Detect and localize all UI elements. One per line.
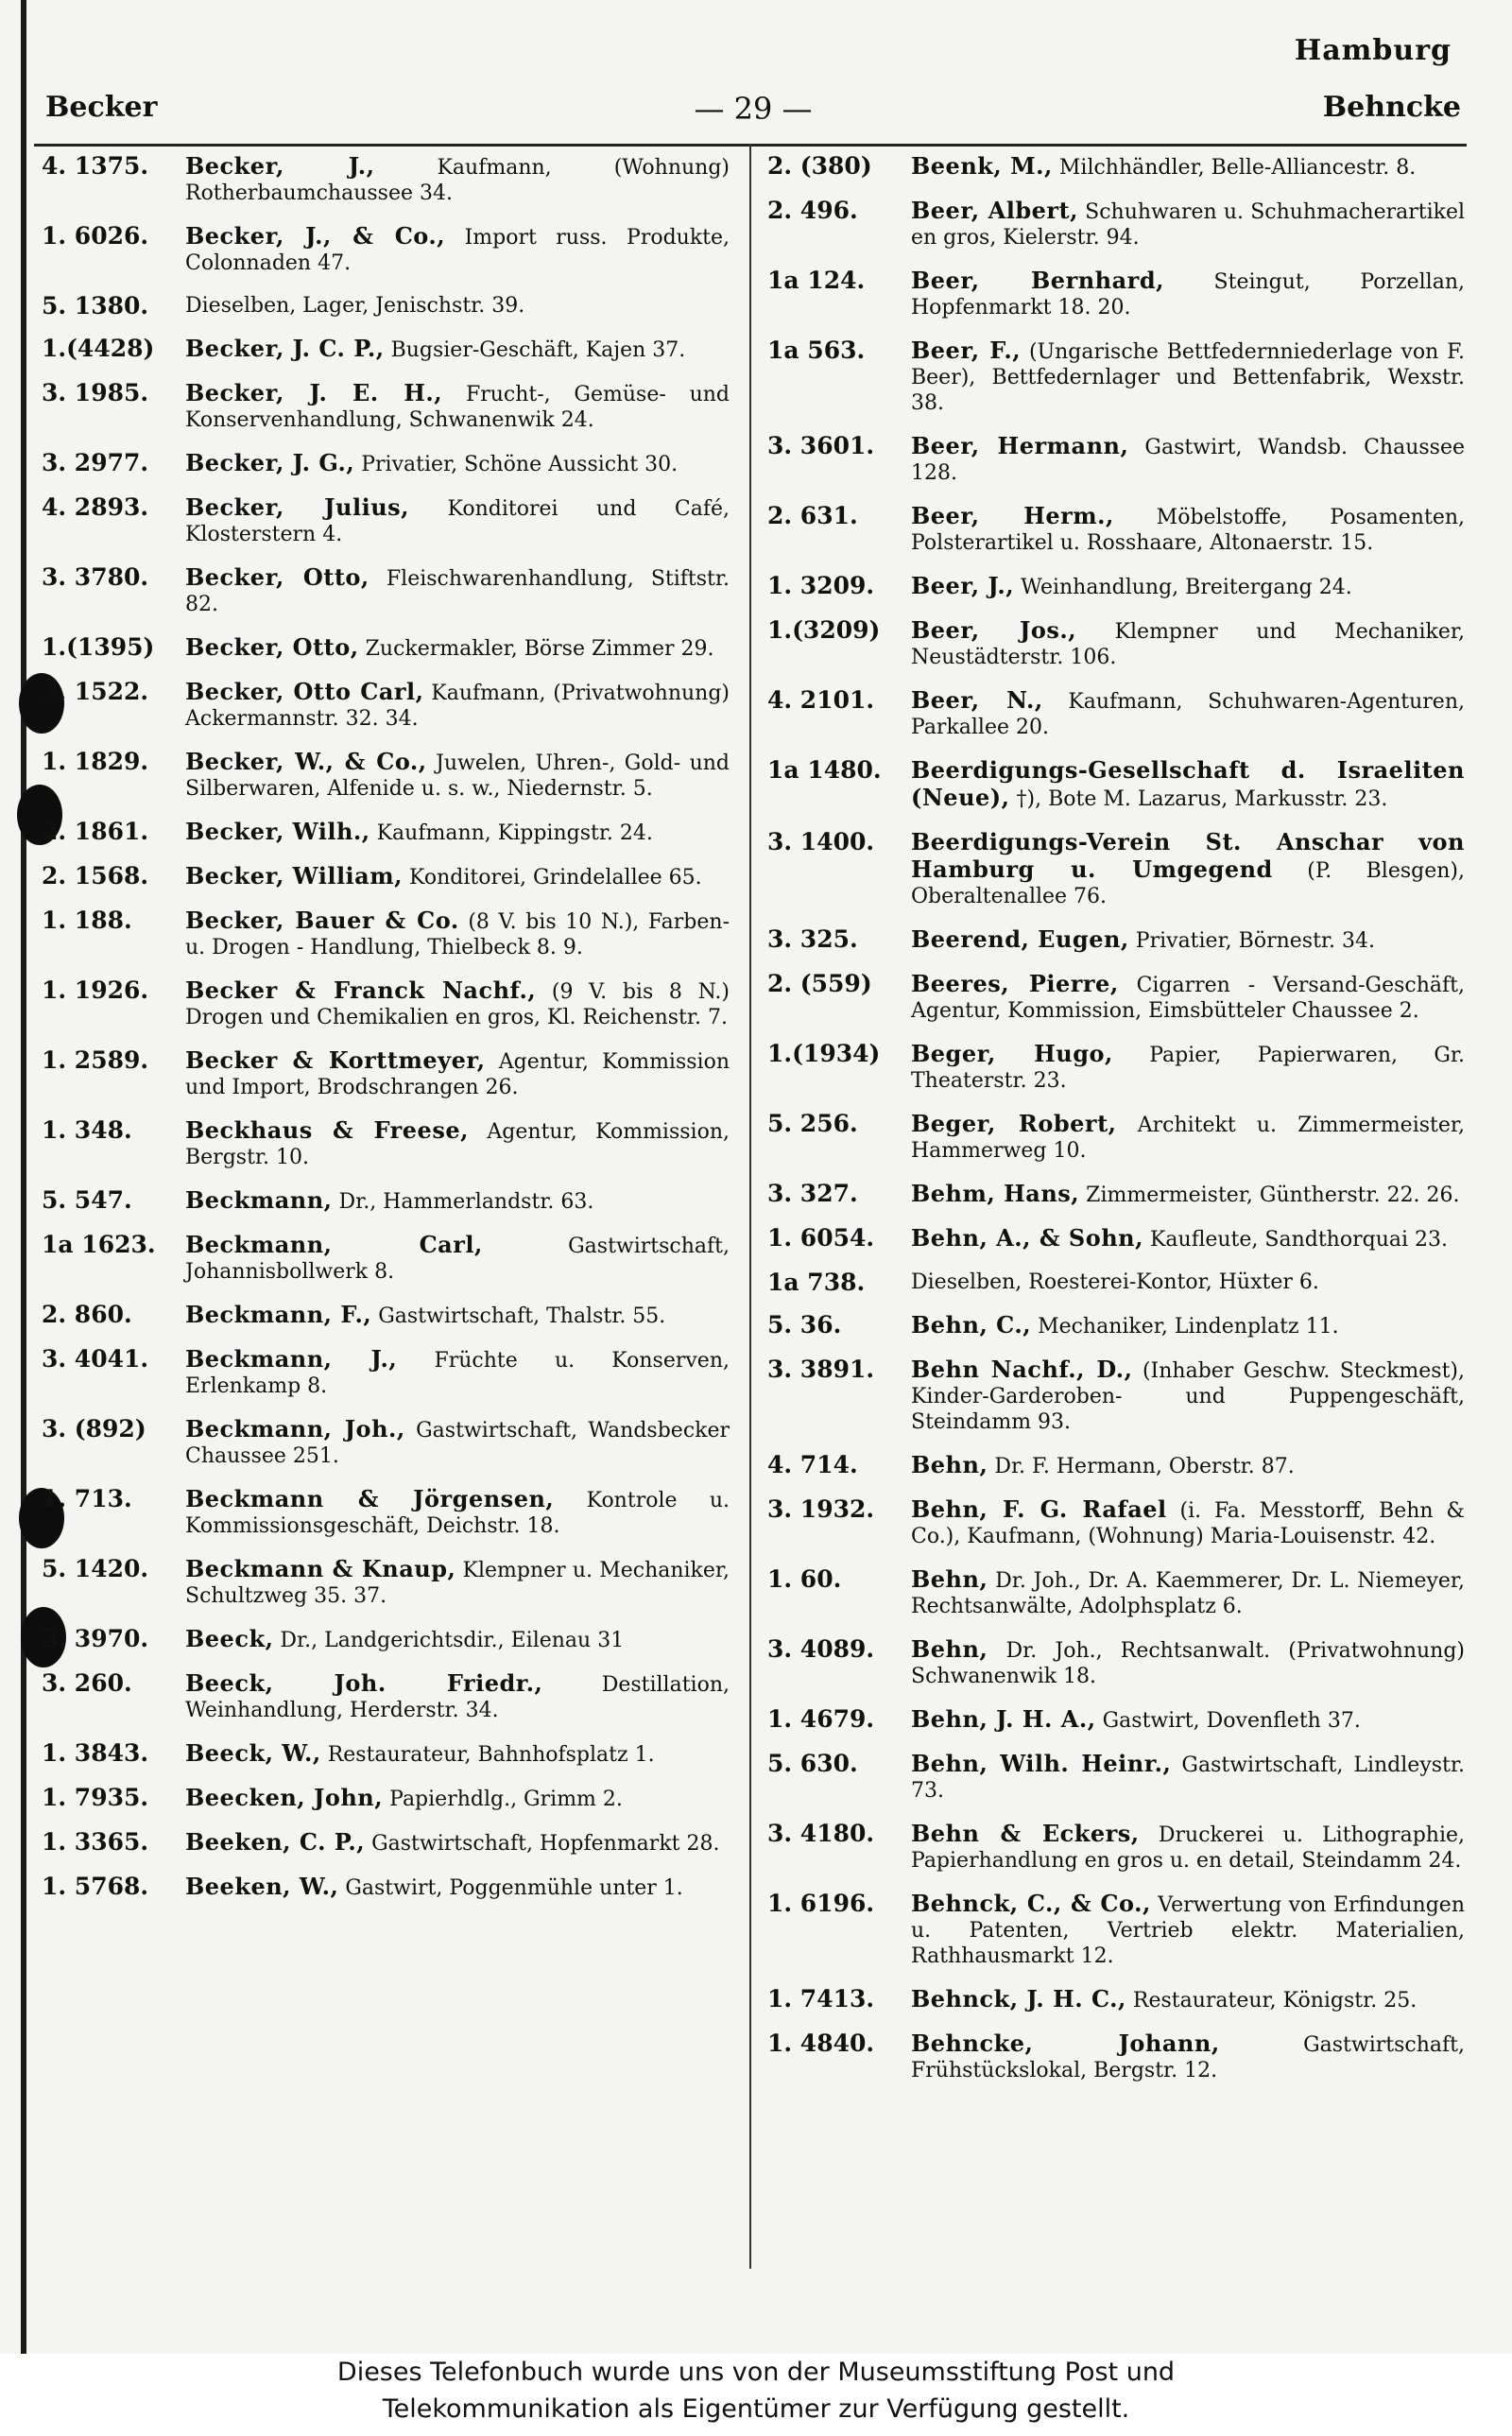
- subscriber-name: Beeken, C. P.,: [185, 1828, 366, 1856]
- directory-entry: [767, 1041, 1465, 1094]
- right-column: [767, 153, 1465, 2100]
- subscriber-name: Behnck, C., & Co.,: [911, 1890, 1151, 1917]
- subscriber-name: Behn, Wilh. Heinr.,: [911, 1750, 1172, 1777]
- phone-number: 3. 1400.: [767, 828, 875, 855]
- phone-number: 3. 3891.: [767, 1356, 875, 1383]
- page-number: — 29 —: [694, 91, 813, 127]
- directory-entry: [767, 573, 1465, 600]
- phone-number: 1a 563.: [767, 337, 866, 364]
- phone-number: 1. 348.: [42, 1116, 132, 1144]
- subscriber-details: Konditorei und Café, Klosterstern 4.: [185, 497, 730, 546]
- phone-number: 3. 327.: [767, 1180, 858, 1207]
- directory-entry: [42, 907, 730, 960]
- subscriber-details: Dr., Hammerlandstr. 63.: [338, 1190, 594, 1214]
- subscriber-name: Becker & Korttmeyer,: [185, 1046, 486, 1074]
- subscriber-details: Konditorei, Grindelallee 65.: [408, 866, 702, 890]
- subscriber-details: Gastwirtschaft, Wandsbecker Chaussee 251.: [185, 1419, 730, 1468]
- subscriber-name: Becker, William,: [185, 862, 403, 890]
- subscriber-details: Gastwirtschaft, Johannisbollwerk 8.: [185, 1235, 730, 1284]
- subscriber-details: Dr., Landgerichtsdir., Eilenau 31: [280, 1629, 625, 1652]
- subscriber-details: Destillation, Weinhandlung, Herderstr. 34.: [185, 1673, 730, 1722]
- subscriber-name: Behncke, Johann,: [911, 2030, 1220, 2057]
- subscriber-name: Becker, J. C. P.,: [185, 335, 385, 362]
- directory-entry: [42, 819, 730, 846]
- phone-number: 1. 6026.: [42, 222, 149, 250]
- directory-entry: [767, 1891, 1465, 1969]
- directory-entry: [767, 153, 1465, 181]
- subscriber-details: Privatier, Börnestr. 34.: [1135, 929, 1375, 953]
- subscriber-name: Behn Nachf., D.,: [911, 1356, 1133, 1383]
- subscriber-details: Gastwirtschaft, Frühstückslokal, Bergstr. 12.: [911, 2033, 1465, 2082]
- left-column: [42, 153, 730, 1918]
- directory-entry: [42, 1047, 730, 1100]
- directory-entry: [42, 293, 730, 319]
- directory-entry: [767, 198, 1465, 251]
- subscriber-name: Beer, Herm.,: [911, 502, 1114, 529]
- subscriber-name: Beeken, W.,: [185, 1873, 339, 1900]
- phone-number: 4. 714.: [767, 1451, 858, 1478]
- subscriber-name: Behn, A., & Sohn,: [911, 1224, 1143, 1252]
- phone-number: 3. 1985.: [42, 379, 149, 406]
- directory-entry: [42, 1556, 730, 1609]
- phone-number: 3. 325.: [767, 925, 858, 953]
- subscriber-details: Dr. Joh., Rechtsanwalt. (Privatwohnung) Schwanenwik 18.: [911, 1639, 1465, 1688]
- subscriber-name: Beerdigungs-Verein St. Anschar von Hamburg u. Umgegend: [911, 828, 1465, 883]
- subscriber-name: Behm, Hans,: [911, 1180, 1080, 1207]
- directory-entry: [767, 1636, 1465, 1689]
- directory-entry: [767, 1751, 1465, 1804]
- subscriber-name: Beckmann,: [185, 1186, 333, 1214]
- phone-number: 1. 1829.: [42, 748, 149, 775]
- phone-number: 1. 3209.: [767, 572, 875, 599]
- directory-entry: [42, 336, 730, 363]
- directory-entry: [42, 1486, 730, 1539]
- subscriber-name: Behnck, J. H. C.,: [911, 1985, 1126, 2013]
- subscriber-details: Gastwirtschaft, Lindleystr. 73.: [911, 1754, 1465, 1803]
- subscriber-details: (i. Fa. Messtorff, Behn & Co.), Kaufmann, (Wohnung) Maria-Louisenstr. 42.: [911, 1499, 1465, 1548]
- subscriber-details: Juwelen, Uhren-, Gold- und Silberwaren, Alfenide u. s. w., Niedernstr. 5.: [185, 752, 730, 801]
- subscriber-name: Becker, J. G.,: [185, 449, 355, 476]
- phone-number: 5. 630.: [767, 1750, 858, 1777]
- subscriber-name: Becker, Otto,: [185, 633, 359, 661]
- subscriber-details: Agentur, Kommission und Import, Brodschrangen 26.: [185, 1050, 730, 1099]
- directory-entry: [42, 1874, 730, 1901]
- subscriber-details: Zimmermeister, Güntherstr. 22. 26.: [1086, 1183, 1460, 1207]
- subscriber-name: Becker, J.,: [185, 152, 375, 180]
- subscriber-name: Becker, Wilh.,: [185, 818, 370, 845]
- subscriber-details: Architekt u. Zimmermeister, Hammerweg 10.: [911, 1114, 1465, 1163]
- phone-number: 3. 3970.: [42, 1625, 149, 1652]
- subscriber-name: Becker, W., & Co.,: [185, 748, 427, 775]
- directory-entry: [42, 1829, 730, 1857]
- subscriber-details: (9 V. bis 8 N.) Drogen und Chemikalien en gros, Kl. Reichenstr. 7.: [185, 980, 730, 1029]
- directory-entry: [767, 1452, 1465, 1479]
- phone-number: 1. 4840.: [767, 2030, 875, 2057]
- subscriber-name: Beer, Albert,: [911, 197, 1078, 224]
- subscriber-details: Frucht-, Gemüse- und Konservenhandlung, Schwanenwik 24.: [185, 383, 730, 432]
- subscriber-details: Kaufmann, (Wohnung) Rotherbaumchaussee 34.: [185, 156, 730, 205]
- subscriber-details: Privatier, Schöne Aussicht 30.: [361, 453, 679, 476]
- subscriber-name: Beckmann, F.,: [185, 1301, 372, 1328]
- directory-entry: [42, 1346, 730, 1399]
- phone-number: 1.(1934): [767, 1040, 881, 1067]
- directory-entry: [42, 1740, 730, 1768]
- subscriber-details: Cigarren - Versand-Geschäft, Agentur, Kommission, Eimsbütteler Chaussee 2.: [911, 974, 1465, 1023]
- subscriber-details: Mechaniker, Lindenplatz 11.: [1038, 1315, 1339, 1339]
- subscriber-name: Beckhaus & Freese,: [185, 1116, 469, 1144]
- phone-number: 4. 2893.: [42, 493, 149, 521]
- phone-number: 1a 1480.: [767, 756, 882, 784]
- directory-entry: [767, 971, 1465, 1024]
- subscriber-name: Becker, Julius,: [185, 493, 410, 521]
- directory-entry: [42, 223, 730, 276]
- phone-number: 2. 496.: [767, 197, 858, 224]
- directory-entry: [42, 494, 730, 547]
- subscriber-details: Gastwirtschaft, Thalstr. 55.: [378, 1304, 666, 1328]
- phone-number: 3. 4180.: [767, 1820, 875, 1847]
- phone-number: 4. 2101.: [767, 686, 875, 714]
- subscriber-details: Papierhdlg., Grimm 2.: [389, 1788, 623, 1811]
- subscriber-details: Dr. Joh., Dr. A. Kaemmerer, Dr. L. Niemeyer, Rechtsanwälte, Adolphsplatz 6.: [911, 1569, 1465, 1618]
- subscriber-details: Früchte u. Konserven, Erlenkamp 8.: [185, 1349, 730, 1398]
- directory-entry: [767, 2030, 1465, 2083]
- subscriber-details: Klempner und Mechaniker, Neustädterstr. 106.: [911, 620, 1465, 669]
- phone-number: 2. 631.: [767, 502, 858, 529]
- subscriber-name: Beeres, Pierre,: [911, 970, 1119, 997]
- phone-number: 1. 1926.: [42, 976, 149, 1004]
- directory-entry: [767, 1356, 1465, 1435]
- phone-number: 2. 860.: [42, 1301, 132, 1328]
- subscriber-name: Becker, J., & Co.,: [185, 222, 446, 250]
- subscriber-details: Gastwirt, Wandsb. Chaussee 128.: [911, 436, 1465, 485]
- directory-entry: [42, 1416, 730, 1469]
- directory-entry: [767, 829, 1465, 909]
- directory-entry: [767, 1566, 1465, 1619]
- subscriber-name: Beeck,: [185, 1625, 274, 1652]
- subscriber-details: Agentur, Kommission, Bergstr. 10.: [185, 1120, 730, 1169]
- phone-number: 1. 3365.: [42, 1828, 149, 1856]
- directory-entry: [42, 863, 730, 890]
- directory-entry: [42, 1117, 730, 1170]
- subscriber-name: Beerend, Eugen,: [911, 925, 1129, 953]
- subscriber-name: Beckmann, J.,: [185, 1345, 398, 1373]
- phone-number: 1. 6054.: [767, 1224, 875, 1252]
- subscriber-name: Beer, J.,: [911, 572, 1015, 599]
- phone-number: 1.(3209): [767, 616, 881, 644]
- phone-number: 3. 2977.: [42, 449, 149, 476]
- subscriber-details: Kaufmann, (Privatwohnung) Ackermannstr. 32. 34.: [185, 682, 730, 731]
- column-divider: [749, 144, 751, 2269]
- footer-notice: [0, 2354, 1512, 2436]
- subscriber-details: †), Bote M. Lazarus, Markusstr. 23.: [1016, 787, 1388, 811]
- subscriber-details: Schuhwaren u. Schuhmacherartikel en gros, Kielerstr. 94.: [911, 200, 1465, 250]
- directory-entry: [767, 1225, 1465, 1253]
- directory-entry: [42, 1232, 730, 1285]
- phone-number: 1. 7935.: [42, 1784, 149, 1811]
- subscriber-details: Gastwirtschaft, Hopfenmarkt 28.: [371, 1832, 720, 1856]
- directory-entry: [42, 564, 730, 617]
- phone-number: 4. 1375.: [42, 152, 149, 180]
- subscriber-name: Behn,: [911, 1635, 988, 1663]
- phone-number: 3. 260.: [42, 1669, 132, 1697]
- phone-number: 3. 1932.: [767, 1495, 875, 1523]
- directory-entry: [767, 433, 1465, 486]
- subscriber-name: Beer, Hermann,: [911, 432, 1129, 459]
- phone-number: 3. 3780.: [42, 563, 149, 591]
- directory-entry: [42, 634, 730, 662]
- subscriber-name: Beger, Robert,: [911, 1110, 1117, 1137]
- subscriber-details: Steingut, Porzellan, Hopfenmarkt 18. 20.: [911, 270, 1465, 320]
- directory-entry: [767, 1181, 1465, 1208]
- subscriber-name: Beckmann, Carl,: [185, 1231, 483, 1258]
- subscriber-details: (Ungarische Bettfedernniederlage von F. Beer), Bettfedernlager und Bettenfabrik, Wexstr. 38.: [911, 340, 1465, 415]
- directory-entry: [42, 153, 730, 206]
- subscriber-details: Restaurateur, Bahnhofsplatz 1.: [327, 1743, 655, 1767]
- phone-number: 2. (559): [767, 970, 872, 997]
- subscriber-name: Beer, Jos.,: [911, 616, 1077, 644]
- phone-number: 1. 4679.: [767, 1705, 875, 1733]
- phone-number: 5. 256.: [767, 1110, 858, 1137]
- subscriber-name: Beenk, M.,: [911, 152, 1053, 180]
- directory-entry: [42, 1302, 730, 1329]
- directory-entry: [767, 1986, 1465, 2013]
- phone-number: 5. 547.: [42, 1186, 132, 1214]
- subscriber-details: Dieselben, Roesterei-Kontor, Hüxter 6.: [911, 1270, 1319, 1294]
- subscriber-name: Becker, Otto Carl,: [185, 678, 424, 705]
- directory-entry: [767, 1312, 1465, 1339]
- phone-number: 3. 4089.: [767, 1635, 875, 1663]
- subscriber-details: Dr. F. Hermann, Oberstr. 87.: [994, 1455, 1295, 1478]
- subscriber-details: Gastwirt, Dovenfleth 37.: [1102, 1709, 1361, 1733]
- directory-entry: [767, 617, 1465, 670]
- subscriber-name: Behn & Eckers,: [911, 1820, 1140, 1847]
- subscriber-name: Beckmann & Knaup,: [185, 1555, 456, 1582]
- directory-entry: [42, 749, 730, 802]
- subscriber-details: Papier, Papierwaren, Gr. Theaterstr. 23.: [911, 1044, 1466, 1093]
- subscriber-details: Klempner u. Mechaniker, Schultzweg 35. 37.: [185, 1559, 730, 1608]
- subscriber-name: Beger, Hugo,: [911, 1040, 1113, 1067]
- phone-number: 1a 1623.: [42, 1231, 156, 1258]
- directory-entry: [767, 268, 1465, 320]
- directory-entry: [767, 337, 1465, 416]
- subscriber-name: Beeck, Joh. Friedr.,: [185, 1669, 543, 1697]
- directory-entry: [42, 1187, 730, 1215]
- phone-number: 1. 5768.: [42, 1873, 149, 1900]
- phone-number: 2. 1568.: [42, 862, 149, 890]
- subscriber-details: Verwertung von Erfindungen u. Patenten, Vertrieb elektr. Materialien, Rathhausmarkt 12.: [911, 1893, 1465, 1968]
- subscriber-name: Beckmann & Jörgensen,: [185, 1485, 555, 1512]
- subscriber-details: Dieselben, Lager, Jenischstr. 39.: [185, 294, 525, 318]
- phone-number: 1. 7413.: [767, 1985, 875, 2013]
- subscriber-details: Druckerei u. Lithographie, Papierhandlung en gros u. en detail, Steindamm 24.: [911, 1823, 1465, 1873]
- directory-entry: [42, 1670, 730, 1723]
- subscriber-name: Beerdigungs-Gesellschaft d. Israeliten (Neue),: [911, 756, 1465, 811]
- subscriber-details: Gastwirt, Poggenmühle unter 1.: [345, 1876, 683, 1900]
- page-binding-edge: [21, 0, 26, 2354]
- phone-number: 1. 60.: [767, 1565, 842, 1593]
- phone-number: 3. 3601.: [767, 432, 875, 459]
- phone-number: 2. (380): [767, 152, 872, 180]
- subscriber-name: Beeck, W.,: [185, 1739, 321, 1767]
- subscriber-name: Behn, F. G. Rafael: [911, 1495, 1167, 1523]
- phone-number: 1. 713.: [42, 1485, 132, 1512]
- subscriber-details: Zuckermakler, Börse Zimmer 29.: [365, 637, 714, 661]
- header-last-entry: Behncke: [1322, 91, 1461, 124]
- subscriber-name: Becker & Franck Nachf.,: [185, 976, 537, 1004]
- subscriber-details: Möbelstoffe, Posamenten, Polsterartikel u. Rosshaare, Altonaerstr. 15.: [911, 506, 1465, 555]
- phone-number: 2. 1861.: [42, 818, 149, 845]
- directory-entry: [767, 687, 1465, 740]
- directory-entry: [767, 926, 1465, 954]
- subscriber-details: Weinhandlung, Breitergang 24.: [1021, 576, 1352, 599]
- phone-number: 3. 4041.: [42, 1345, 149, 1373]
- subscriber-name: Behn,: [911, 1451, 988, 1478]
- directory-entry: [767, 1706, 1465, 1734]
- subscriber-details: Bugsier-Geschäft, Kajen 37.: [390, 338, 686, 362]
- directory-entry: [42, 450, 730, 477]
- phone-number: 1.(1395): [42, 633, 155, 661]
- phone-number: 1. 3843.: [42, 1739, 149, 1767]
- directory-entry: [42, 679, 730, 732]
- phone-number: 5. 1380.: [42, 292, 149, 320]
- phone-number: 5. 1420.: [42, 1555, 149, 1582]
- phone-number: 5. 36.: [767, 1311, 842, 1339]
- footer-line-2: Telekommunikation als Eigentümer zur Verfügung gestellt.: [382, 2394, 1130, 2424]
- footer-line-1: Dieses Telefonbuch wurde uns von der Museumsstiftung Post und: [336, 2358, 1176, 2387]
- subscriber-details: (P. Blesgen), Oberaltenallee 76.: [911, 859, 1465, 908]
- directory-entry: [767, 1821, 1465, 1874]
- subscriber-name: Beer, N.,: [911, 686, 1043, 714]
- directory-entry: [42, 977, 730, 1030]
- running-head-city: Hamburg: [1294, 34, 1452, 67]
- directory-entry: [42, 1626, 730, 1653]
- directory-entry: [767, 757, 1465, 812]
- subscriber-details: (8 V. bis 10 N.), Farben- u. Drogen - Handlung, Thielbeck 8. 9.: [185, 910, 730, 959]
- subscriber-details: Kontrole u. Kommissionsgeschäft, Deichstr. 18.: [185, 1489, 730, 1538]
- phone-number: 1.(4428): [42, 335, 155, 362]
- subscriber-name: Beckmann, Joh.,: [185, 1415, 405, 1443]
- subscriber-details: (Inhaber Geschw. Steckmest), Kinder-Garderoben- und Puppengeschäft, Steindamm 93.: [911, 1359, 1465, 1434]
- subscriber-name: Becker, J. E. H.,: [185, 379, 443, 406]
- phone-number: 1a 124.: [767, 267, 866, 294]
- directory-entry: [767, 1270, 1465, 1295]
- subscriber-details: Import russ. Produkte, Colonnaden 47.: [185, 226, 730, 275]
- phone-number: 1. 2589.: [42, 1046, 149, 1074]
- subscriber-name: Beecken, John,: [185, 1784, 384, 1811]
- page-header: [45, 91, 1461, 132]
- directory-entry: [42, 380, 730, 433]
- header-first-entry: Becker: [45, 91, 158, 124]
- phone-number: 1. 6196.: [767, 1890, 875, 1917]
- subscriber-name: Becker, Otto,: [185, 563, 369, 591]
- phone-number: 3. 1522.: [42, 678, 149, 705]
- directory-entry: [767, 503, 1465, 556]
- subscriber-details: Fleischwarenhandlung, Stiftstr. 82.: [185, 567, 730, 616]
- subscriber-name: Beer, Bernhard,: [911, 267, 1164, 294]
- directory-entry: [767, 1111, 1465, 1164]
- phone-number: 1a 738.: [767, 1269, 866, 1296]
- subscriber-name: Becker, Bauer & Co.: [185, 907, 459, 934]
- phone-number: 1. 188.: [42, 907, 132, 934]
- subscriber-details: Kaufleute, Sandthorquai 23.: [1149, 1228, 1448, 1252]
- subscriber-details: Kaufmann, Schuhwaren-Agenturen, Parkallee 20.: [911, 690, 1465, 739]
- subscriber-name: Behn, C.,: [911, 1311, 1032, 1339]
- subscriber-details: Restaurateur, Königstr. 25.: [1132, 1989, 1418, 2013]
- subscriber-name: Behn, J. H. A.,: [911, 1705, 1096, 1733]
- phone-number: 3. (892): [42, 1415, 146, 1443]
- subscriber-name: Beer, F.,: [911, 337, 1022, 364]
- subscriber-name: Behn,: [911, 1565, 988, 1593]
- subscriber-details: Milchhändler, Belle-Alliancestr. 8.: [1058, 156, 1417, 180]
- directory-entry: [42, 1785, 730, 1812]
- directory-entry: [767, 1496, 1465, 1549]
- subscriber-details: Kaufmann, Kippingstr. 24.: [376, 821, 653, 845]
